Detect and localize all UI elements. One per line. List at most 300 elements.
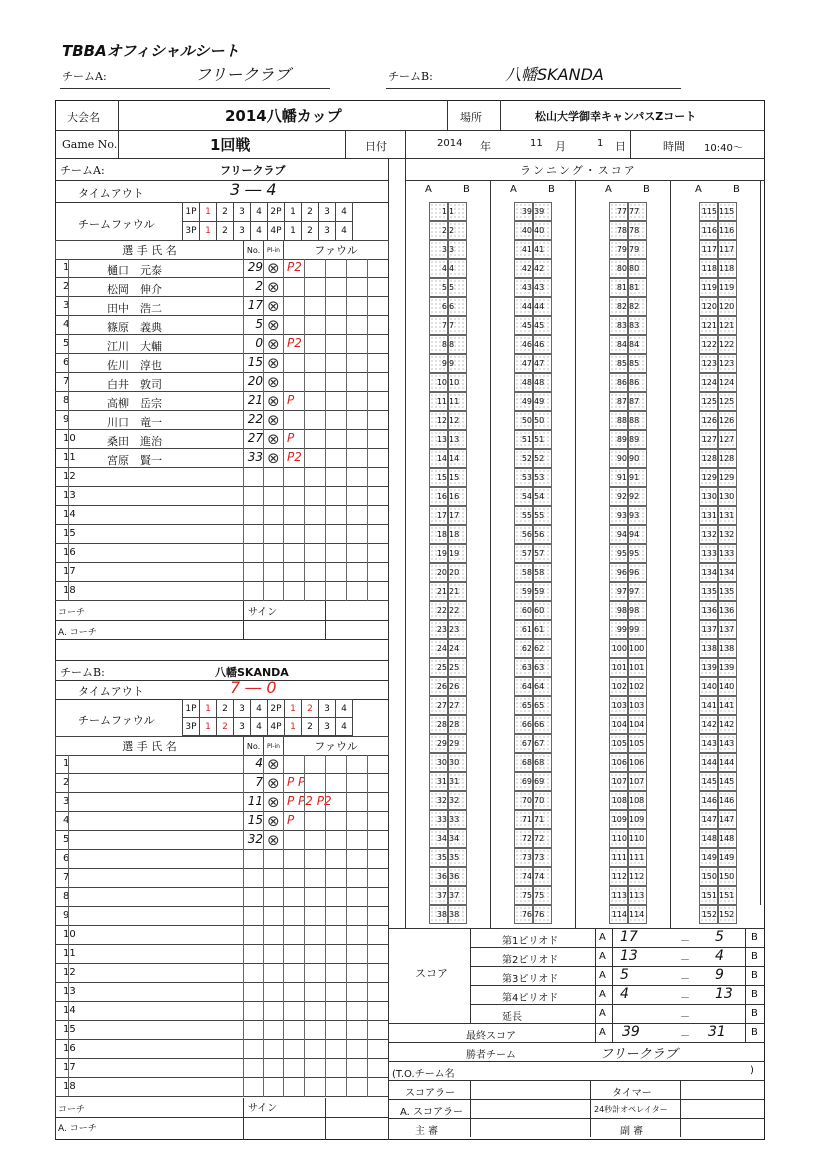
player-number: 5: [255, 317, 263, 331]
team_b-player-row: [55, 831, 388, 850]
running-score-a-cell: 145: [699, 772, 718, 791]
play-in-mark: ⊗: [267, 354, 280, 372]
player-index: 14: [63, 1005, 76, 1016]
period-dash: －: [680, 936, 690, 947]
running-score-a-cell: 87: [609, 392, 628, 411]
running-score-a-cell: 129: [699, 468, 718, 487]
running-score-a-cell: 28: [429, 715, 448, 734]
running-score-b-cell: 79: [628, 240, 647, 259]
running-score-b-cell: 9: [448, 354, 467, 373]
running-score-a-cell: 30: [429, 753, 448, 772]
running-score-a-cell: 126: [699, 411, 718, 430]
running-score-a-cell: 15: [429, 468, 448, 487]
team-a-label: チームA:: [60, 164, 105, 177]
period-a-label: A: [599, 951, 606, 962]
running-score-a-cell: 150: [699, 867, 718, 886]
running-score-a-cell: 36: [429, 867, 448, 886]
team_b-player-row: [55, 907, 388, 926]
running-score-b-cell: 86: [628, 373, 647, 392]
running-score-a-cell: 3: [429, 240, 448, 259]
running-score-a-cell: 134: [699, 563, 718, 582]
team_b-player-row: [55, 1021, 388, 1040]
running-score-b-cell: 117: [718, 240, 737, 259]
running-score-a-cell: 98: [609, 601, 628, 620]
play-in-mark: ⊗: [267, 793, 280, 811]
time-label: 時間: [663, 140, 685, 153]
player-name: 川口 竜一: [107, 416, 162, 429]
running-score-a-cell: 144: [699, 753, 718, 772]
player-index: 1: [63, 758, 70, 769]
running-score-b-cell: 33: [448, 810, 467, 829]
running-score-b-cell: 20: [448, 563, 467, 582]
running-score-a-cell: 56: [514, 525, 533, 544]
period-score-b: 4: [715, 948, 724, 964]
running-score-b-cell: 46: [533, 335, 552, 354]
player-fouls: P2: [287, 336, 302, 350]
running-score-b-cell: 43: [533, 278, 552, 297]
running-score-b-cell: 128: [718, 449, 737, 468]
running-score-a-cell: 111: [609, 848, 628, 867]
period-b-label: B: [751, 970, 758, 981]
running-score-a-cell: 104: [609, 715, 628, 734]
venue-label: 場所: [460, 111, 482, 124]
running-score-b-cell: 144: [718, 753, 737, 772]
running-score-b-cell: 11: [448, 392, 467, 411]
running-score-a-cell: 10: [429, 373, 448, 392]
running-score-b-cell: 114: [628, 905, 647, 924]
player-name: 白井 敦司: [107, 378, 162, 391]
period-dash: －: [680, 955, 690, 966]
running-score-a-cell: 79: [609, 240, 628, 259]
period-score-a: 4: [620, 986, 629, 1002]
player-index: 6: [63, 853, 70, 864]
player-name: 樋口 元泰: [107, 264, 162, 277]
running-score-a-cell: 34: [429, 829, 448, 848]
running-score-a-cell: 25: [429, 658, 448, 677]
play-in-mark: ⊗: [267, 335, 280, 353]
team_a-player-row: [55, 430, 388, 449]
running-score-a-cell: 57: [514, 544, 533, 563]
team-b-label: チームB:: [60, 666, 105, 679]
running-score-a-cell: 103: [609, 696, 628, 715]
running-score-b-cell: 136: [718, 601, 737, 620]
team_a-player-row: [55, 373, 388, 392]
running-score-a-cell: 8: [429, 335, 448, 354]
player-fouls: P2: [287, 450, 302, 464]
running-score-a-cell: 60: [514, 601, 533, 620]
team_b-player-row: [55, 983, 388, 1002]
running-score-b-cell: 38: [448, 905, 467, 924]
running-score-a-cell: 108: [609, 791, 628, 810]
running-score-b-cell: 121: [718, 316, 737, 335]
period-a-label: A: [599, 1008, 606, 1019]
team-b-foul-label: チームファウル: [78, 714, 155, 727]
team_a-player-row: [55, 335, 388, 354]
running-score-a-cell: 18: [429, 525, 448, 544]
player-number: 15: [247, 355, 263, 369]
running-score-a-cell: 83: [609, 316, 628, 335]
umpire-label: 副 審: [620, 1126, 644, 1137]
running-col-b-header: B: [733, 184, 740, 195]
running-score-a-cell: 23: [429, 620, 448, 639]
running-score-a-cell: 88: [609, 411, 628, 430]
running-score-a-cell: 41: [514, 240, 533, 259]
period-b-label: B: [751, 932, 758, 943]
running-score-b-cell: 52: [533, 449, 552, 468]
referee-label: 主 審: [415, 1126, 439, 1137]
tournament-label: 大会名: [67, 111, 100, 124]
running-score-b-cell: 51: [533, 430, 552, 449]
running-score-a-cell: 109: [609, 810, 628, 829]
game-no-value: 1回戦: [210, 136, 251, 154]
running-score-b-cell: 82: [628, 297, 647, 316]
period-score-a: 13: [620, 948, 638, 964]
player-number: 15: [247, 813, 263, 827]
running-score-a-cell: 99: [609, 620, 628, 639]
running-score-a-cell: 47: [514, 354, 533, 373]
running-score-a-cell: 143: [699, 734, 718, 753]
player-name: 佐川 淳也: [107, 359, 162, 372]
play-in-mark: ⊗: [267, 316, 280, 334]
running-score-a-cell: 71: [514, 810, 533, 829]
team_a-player-row: [55, 449, 388, 468]
running-score-a-cell: 63: [514, 658, 533, 677]
team-a-sign-label: サイン: [248, 607, 278, 618]
running-score-a-cell: 141: [699, 696, 718, 715]
team_b-player-row: [55, 1078, 388, 1097]
winner-value: フリークラブ: [600, 1047, 678, 1062]
running-score-b-cell: 56: [533, 525, 552, 544]
running-score-a-cell: 84: [609, 335, 628, 354]
running-score-b-cell: 4: [448, 259, 467, 278]
running-score-a-cell: 105: [609, 734, 628, 753]
running-col-a-header: A: [425, 184, 432, 195]
running-score-a-cell: 77: [609, 202, 628, 221]
running-score-a-cell: 89: [609, 430, 628, 449]
player-number: 29: [247, 260, 263, 274]
running-score-a-cell: 53: [514, 468, 533, 487]
running-score-b-cell: 104: [628, 715, 647, 734]
team_b-player-row: [55, 926, 388, 945]
team-a-player-table: 選 手 氏 名 No. Pl-in ファウル: [55, 240, 389, 260]
player-index: 8: [63, 891, 70, 902]
player-number: 11: [247, 794, 263, 808]
running-score-a-cell: 16: [429, 487, 448, 506]
team_a-player-row: [55, 468, 388, 487]
player-index: 12: [63, 967, 76, 978]
running-score-a-cell: 26: [429, 677, 448, 696]
running-score-b-cell: 15: [448, 468, 467, 487]
running-score-b-cell: 50: [533, 411, 552, 430]
running-score-a-cell: 39: [514, 202, 533, 221]
running-score-a-cell: 138: [699, 639, 718, 658]
running-score-b-cell: 14: [448, 449, 467, 468]
running-col-b-header: B: [463, 184, 470, 195]
running-score-a-cell: 119: [699, 278, 718, 297]
running-score-a-cell: 20: [429, 563, 448, 582]
running-score-a-cell: 90: [609, 449, 628, 468]
running-score-b-cell: 105: [628, 734, 647, 753]
running-score-b-cell: 140: [718, 677, 737, 696]
player-number: 4: [255, 756, 263, 770]
final-a-label: A: [599, 1027, 606, 1038]
shot-clock-label: 24秒計オペレイター: [594, 1105, 668, 1114]
player-fouls: P: [287, 431, 295, 445]
running-score-a-cell: 49: [514, 392, 533, 411]
player-number: 32: [247, 832, 263, 846]
running-score-a-cell: 43: [514, 278, 533, 297]
running-score-b-cell: 151: [718, 886, 737, 905]
running-score-b-cell: 54: [533, 487, 552, 506]
team-b-header-name: 八幡SKANDA: [505, 65, 604, 84]
running-score-a-cell: 38: [429, 905, 448, 924]
team-b-sign-label: サイン: [248, 1103, 278, 1114]
player-number: 7: [255, 775, 263, 789]
period-score-a: 17: [620, 929, 638, 945]
running-score-b-cell: 17: [448, 506, 467, 525]
running-score-b-cell: 119: [718, 278, 737, 297]
running-score-b-cell: 47: [533, 354, 552, 373]
running-score-b-cell: 131: [718, 506, 737, 525]
running-score-b-cell: 78: [628, 221, 647, 240]
running-score-a-cell: 149: [699, 848, 718, 867]
team-b-timeout-label: タイムアウト: [78, 685, 144, 698]
running-score-b-cell: 94: [628, 525, 647, 544]
running-score-b-cell: 146: [718, 791, 737, 810]
running-score-b-cell: 110: [628, 829, 647, 848]
running-score-a-cell: 130: [699, 487, 718, 506]
running-score-b-cell: 108: [628, 791, 647, 810]
running-score-b-cell: 88: [628, 411, 647, 430]
player-index: 16: [63, 547, 76, 558]
team_a-player-row: [55, 487, 388, 506]
running-score-a-cell: 64: [514, 677, 533, 696]
player-name: 宮原 賢一: [107, 454, 162, 467]
play-in-mark: ⊗: [267, 373, 280, 391]
running-score-a-cell: 97: [609, 582, 628, 601]
running-score-a-cell: 142: [699, 715, 718, 734]
running-score-b-cell: 122: [718, 335, 737, 354]
running-score-a-cell: 101: [609, 658, 628, 677]
winner-label: 勝者チーム: [466, 1050, 516, 1061]
running-score-b-cell: 143: [718, 734, 737, 753]
final-score-a: 39: [622, 1024, 640, 1040]
player-fouls: P: [287, 393, 295, 407]
team_a-player-row: [55, 563, 388, 582]
running-score-b-cell: 70: [533, 791, 552, 810]
running-score-a-cell: 76: [514, 905, 533, 924]
running-score-b-cell: 22: [448, 601, 467, 620]
running-score-b-cell: 109: [628, 810, 647, 829]
team_b-player-row: [55, 945, 388, 964]
tournament-name: 2014八幡カップ: [225, 107, 342, 125]
running-score-b-cell: 145: [718, 772, 737, 791]
play-in-mark: ⊗: [267, 278, 280, 296]
running-score-a-cell: 12: [429, 411, 448, 430]
running-score-a-cell: 42: [514, 259, 533, 278]
running-score-a-cell: 116: [699, 221, 718, 240]
running-score-a-cell: 152: [699, 905, 718, 924]
period-b-label: B: [751, 1008, 758, 1019]
player-index: 18: [63, 585, 76, 596]
player-index: 16: [63, 1043, 76, 1054]
player-number: 20: [247, 374, 263, 388]
running-score-b-cell: 67: [533, 734, 552, 753]
player-name: 田中 浩二: [107, 302, 162, 315]
final-score-b: 31: [708, 1024, 726, 1040]
player-index: 17: [63, 1062, 76, 1073]
period-a-label: A: [599, 932, 606, 943]
running-score-b-cell: 129: [718, 468, 737, 487]
player-index: 15: [63, 528, 76, 539]
running-score-b-cell: 59: [533, 582, 552, 601]
running-score-b-cell: 76: [533, 905, 552, 924]
running-score-b-cell: 150: [718, 867, 737, 886]
date-month: 11: [530, 138, 543, 149]
player-fouls: P P: [287, 775, 306, 789]
running-score-b-cell: 28: [448, 715, 467, 734]
running-score-a-cell: 123: [699, 354, 718, 373]
running-score-a-cell: 121: [699, 316, 718, 335]
running-score-b-cell: 87: [628, 392, 647, 411]
player-index: 5: [63, 338, 70, 349]
running-score-b-cell: 25: [448, 658, 467, 677]
running-col-b-header: B: [643, 184, 650, 195]
running-score-b-cell: 98: [628, 601, 647, 620]
team_a-player-row: [55, 354, 388, 373]
running-score-b-cell: 138: [718, 639, 737, 658]
running-score-b-cell: 133: [718, 544, 737, 563]
running-score-b-cell: 45: [533, 316, 552, 335]
team_a-player-row: [55, 259, 388, 278]
running-score-a-cell: 29: [429, 734, 448, 753]
player-name: 篠原 義典: [107, 321, 162, 334]
running-score-b-cell: 66: [533, 715, 552, 734]
running-score-b-cell: 90: [628, 449, 647, 468]
running-score-b-cell: 58: [533, 563, 552, 582]
running-score-b-cell: 83: [628, 316, 647, 335]
running-score-a-cell: 74: [514, 867, 533, 886]
running-score-b-cell: 123: [718, 354, 737, 373]
to-team-close: ): [750, 1065, 754, 1076]
team_b-player-row: [55, 812, 388, 831]
running-score-a-cell: 9: [429, 354, 448, 373]
running-score-a-cell: 14: [429, 449, 448, 468]
running-score-b-cell: 48: [533, 373, 552, 392]
running-score-b-cell: 40: [533, 221, 552, 240]
player-name-header: 選 手 氏 名: [56, 241, 244, 260]
team-b-team-foul-grid: 1P 1 2 3 4 2P 1 2 3 4 3P 1 2 3 4 4P 1 2 3 4: [182, 699, 353, 736]
player-number: 33: [247, 450, 263, 464]
running-score-b-cell: 81: [628, 278, 647, 297]
player-number: 27: [247, 431, 263, 445]
date-label: 日付: [365, 140, 387, 153]
final-dash: －: [680, 1031, 690, 1042]
period-a-label: A: [599, 970, 606, 981]
running-score-a-cell: 80: [609, 259, 628, 278]
running-score-b-cell: 112: [628, 867, 647, 886]
play-in-mark: ⊗: [267, 449, 280, 467]
play-in-mark: ⊗: [267, 430, 280, 448]
running-score-a-cell: 94: [609, 525, 628, 544]
running-score-b-cell: 2: [448, 221, 467, 240]
running-score-b-cell: 18: [448, 525, 467, 544]
running-score-a-cell: 51: [514, 430, 533, 449]
running-score-a-cell: 102: [609, 677, 628, 696]
running-score-b-cell: 71: [533, 810, 552, 829]
player-index: 4: [63, 815, 70, 826]
running-score-b-cell: 152: [718, 905, 737, 924]
team_a-player-row: [55, 525, 388, 544]
running-score-b-cell: 42: [533, 259, 552, 278]
date-month-unit: 月: [555, 140, 566, 153]
team_b-player-row: [55, 1059, 388, 1078]
running-score-a-cell: 1: [429, 202, 448, 221]
player-index: 14: [63, 509, 76, 520]
team_a-player-row: [55, 316, 388, 335]
team_b-player-row: [55, 1040, 388, 1059]
player-index: 10: [63, 433, 76, 444]
player-name: 高柳 岳宗: [107, 397, 162, 410]
period-b-label: B: [751, 989, 758, 1000]
running-score-a-cell: 13: [429, 430, 448, 449]
player-index: 13: [63, 490, 76, 501]
running-score-a-cell: 52: [514, 449, 533, 468]
team-a-header-name: フリークラブ: [195, 65, 291, 84]
running-score-a-cell: 65: [514, 696, 533, 715]
player-index: 17: [63, 566, 76, 577]
player-fouls: P P2 P2: [287, 794, 332, 808]
running-score-b-cell: 36: [448, 867, 467, 886]
player-number: 17: [247, 298, 263, 312]
time-value: 10:40～: [704, 143, 743, 154]
team_a-player-row: [55, 297, 388, 316]
team_a-player-row: [55, 411, 388, 430]
game-no-label: Game No.: [62, 138, 118, 151]
player-index: 15: [63, 1024, 76, 1035]
running-score-a-cell: 37: [429, 886, 448, 905]
player-number: 0: [255, 336, 263, 350]
running-score-b-cell: 103: [628, 696, 647, 715]
running-score-b-cell: 19: [448, 544, 467, 563]
running-score-b-cell: 84: [628, 335, 647, 354]
period-label: 第4ピリオド: [502, 993, 559, 1004]
running-score-a-cell: 113: [609, 886, 628, 905]
running-score-a-cell: 151: [699, 886, 718, 905]
running-score-b-cell: 134: [718, 563, 737, 582]
player-index: 11: [63, 452, 76, 463]
player-index: 18: [63, 1081, 76, 1092]
running-score-b-cell: 127: [718, 430, 737, 449]
period-score-a: 5: [620, 967, 629, 983]
running-score-a-cell: 114: [609, 905, 628, 924]
play-in-mark: ⊗: [267, 259, 280, 277]
to-team-label: (T.O.チーム名: [392, 1069, 455, 1080]
running-score-a-cell: 92: [609, 487, 628, 506]
running-score-b-cell: 89: [628, 430, 647, 449]
running-score-a-cell: 118: [699, 259, 718, 278]
running-score-b-cell: 61: [533, 620, 552, 639]
running-score-a-cell: 22: [429, 601, 448, 620]
running-score-a-cell: 61: [514, 620, 533, 639]
running-score-b-cell: 8: [448, 335, 467, 354]
running-score-b-cell: 16: [448, 487, 467, 506]
player-name: 桑田 進治: [107, 435, 162, 448]
team-a-header-label: チームA:: [62, 70, 107, 83]
player-name: 松岡 伸介: [107, 283, 162, 296]
running-col-a-header: A: [695, 184, 702, 195]
asst-scorer-label: A. スコアラー: [400, 1107, 464, 1118]
